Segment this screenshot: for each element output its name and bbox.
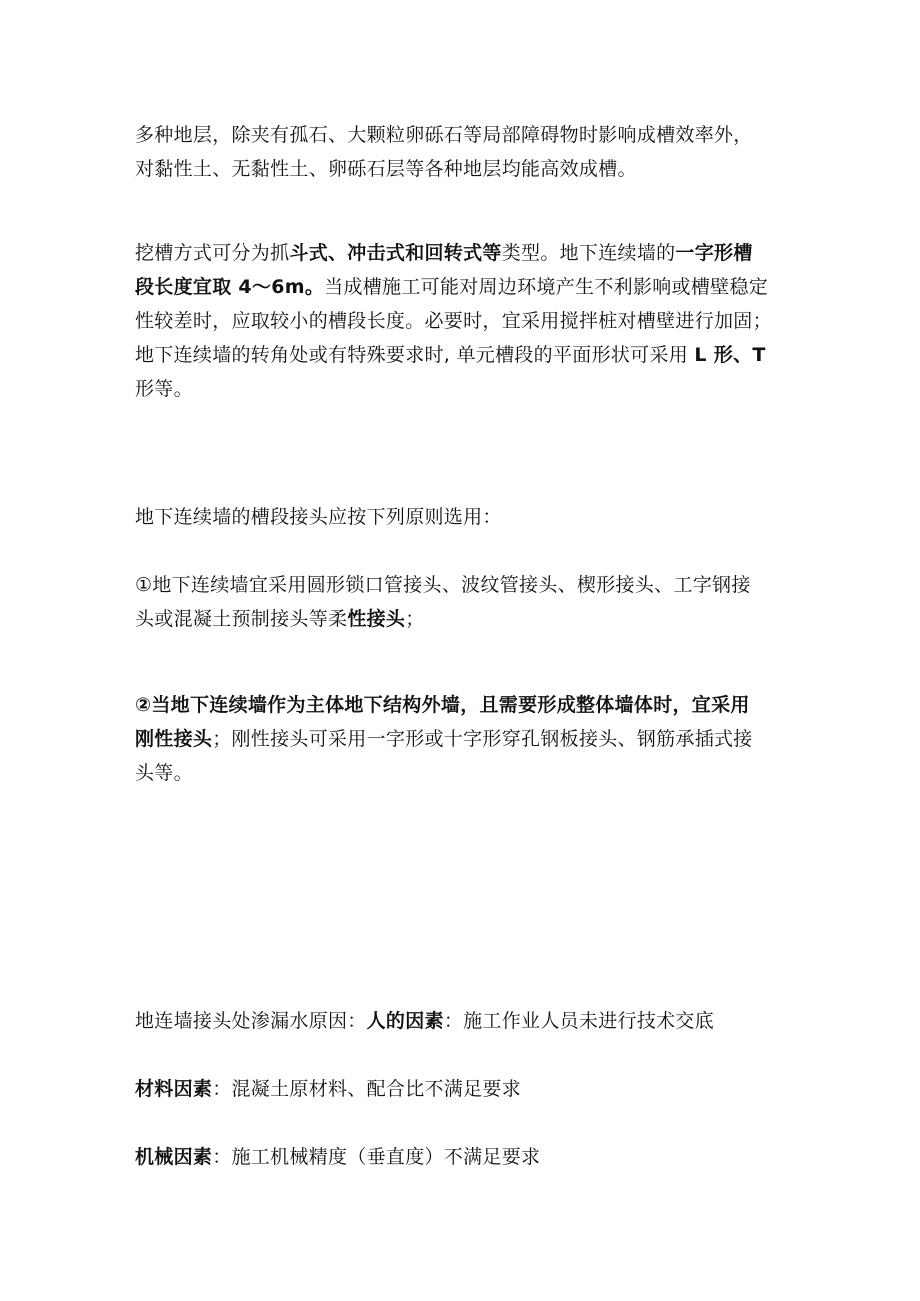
paragraph-excavation (135, 236, 795, 406)
text-run: 地连墙接头处渗漏水原因： (135, 1010, 367, 1032)
text-run: 挖槽方式可分为抓 (135, 242, 290, 264)
bold-text: 刚性接头 (135, 728, 213, 750)
bold-text: ②当地下连续墙作为主体地下结构外墙，且需要形成整体墙体时，宜采用 (135, 694, 750, 716)
text-line: 地下连续墙的槽段接头应按下列原则选用： (135, 506, 502, 528)
text-line: 性较差时，应取较小的槽段长度。必要时，宜采用搅拌桩对槽壁进行加固； (135, 310, 772, 332)
text-line (135, 722, 795, 756)
text-run: ：施工机械精度（垂直度）不满足要求 (212, 1146, 541, 1168)
text-line (135, 236, 795, 270)
text-line (135, 338, 795, 372)
text-run: 地下连续墙的转角处或有特殊要求时, 单元槽段的平面形状可采用 (135, 344, 695, 366)
text-run: ；刚性接头可采用一字形或十字形穿孔钢板接头、钢筋承插式接 (212, 728, 753, 750)
text-run: ：混凝土原材料、配合比不满足要求 (212, 1078, 522, 1100)
text-run: 头或混凝土预制接头等柔 (135, 608, 348, 630)
bold-text: 段长度宜取 4～6m。 (135, 276, 325, 298)
bold-text: 性接头 (347, 608, 406, 630)
text-line (135, 1072, 795, 1106)
text-line (135, 1140, 795, 1174)
bold-text: 人的因素 (366, 1010, 444, 1032)
text-line: 形等。 (135, 378, 193, 400)
text-line (135, 1004, 795, 1038)
paragraph-leak-cause-people (135, 1004, 795, 1038)
paragraph-joint-principles (135, 500, 795, 534)
paragraph-leak-cause-material (135, 1072, 795, 1106)
paragraph-flexible-joint (135, 568, 795, 636)
text-line: 多种地层，除夹有孤石、大颗粒卵砾石等局部障碍物时影响成槽效率外， (135, 124, 753, 146)
bold-text: 材料因素 (135, 1078, 213, 1100)
bold-text: L 形、T (694, 344, 766, 366)
paragraph-rigid-joint (135, 688, 795, 790)
paragraph-leak-cause-machine (135, 1140, 795, 1174)
bold-text: 机械因素 (135, 1146, 213, 1168)
text-line (135, 602, 795, 636)
text-run: 类型。地下连续墙的 (501, 242, 676, 264)
text-line: ①地下连续墙宜采用圆形锁口管接头、波纹管接头、楔形接头、工字钢接 (135, 574, 751, 596)
text-run: 当成槽施工可能对周边环境产生不利影响或槽壁稳定 (324, 276, 769, 298)
text-run: ：施工作业人员未进行技术交底 (443, 1010, 715, 1032)
paragraph-strata (135, 118, 795, 186)
text-line: 头等。 (135, 762, 193, 784)
text-line: 对黏性土、无黏性土、卵砾石层等各种地层均能高效成槽。 (135, 158, 637, 180)
bold-text: 一字形槽 (675, 242, 753, 264)
text-line (135, 270, 795, 304)
bold-text: 斗式、冲击式和回转式等 (289, 242, 502, 264)
text-run: ； (405, 608, 425, 630)
